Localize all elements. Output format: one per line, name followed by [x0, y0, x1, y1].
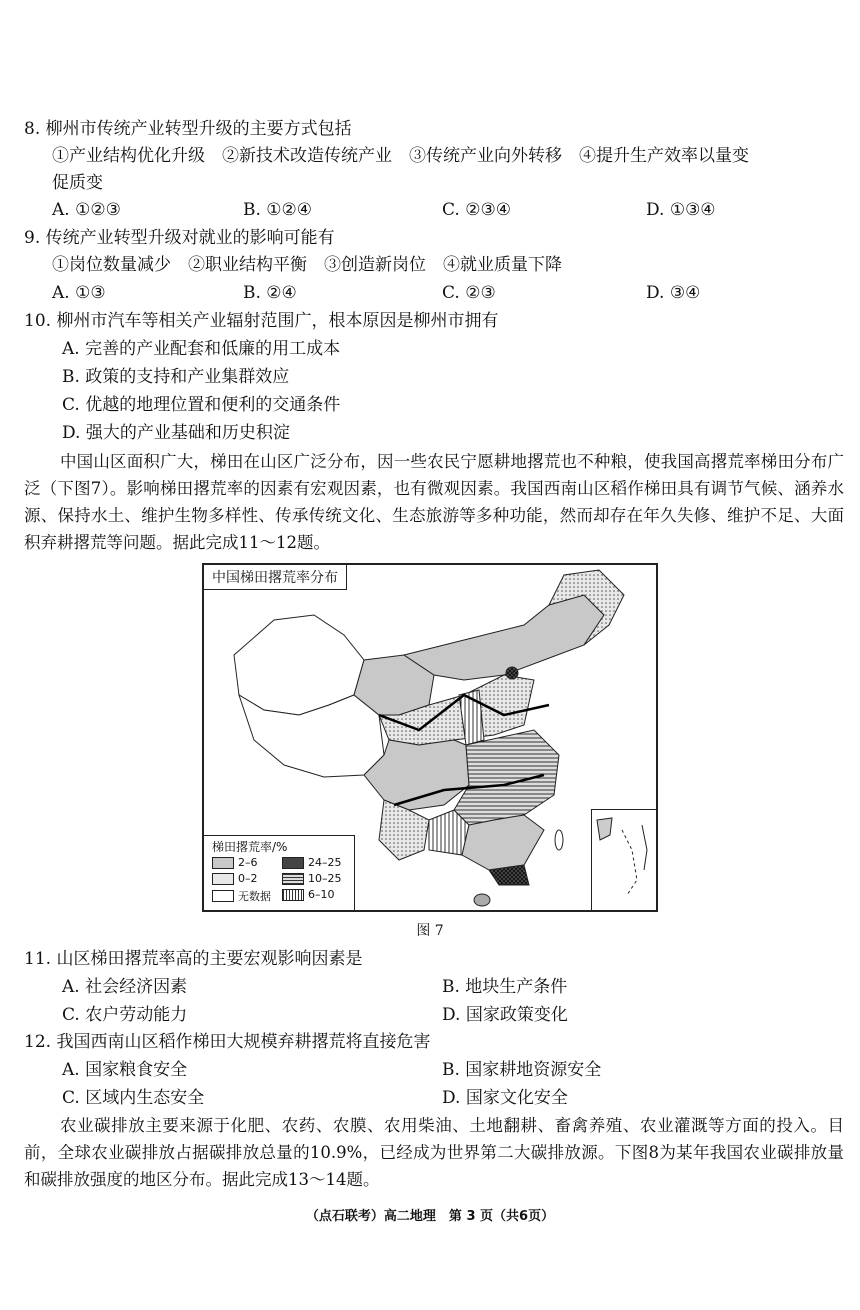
- legend-label: 10–25: [308, 872, 342, 885]
- q8-option-a: A. ①②③: [52, 200, 121, 220]
- legend-item-6-10: [282, 888, 335, 901]
- q8-option-c: C. ②③④: [442, 200, 511, 220]
- q8-items-cont: 促质变: [52, 173, 103, 193]
- terrace-abandonment-map: [202, 563, 658, 912]
- q9-items: ①岗位数量减少 ②职业结构平衡 ③创造新岗位 ④就业质量下降: [52, 255, 562, 275]
- q9-option-b: B. ②④: [243, 283, 297, 303]
- legend-item-10-25: [282, 872, 342, 885]
- q8-option-b: B. ①②④: [243, 200, 313, 220]
- legend-item-0-2: [212, 872, 258, 885]
- legend-label: 2–6: [238, 856, 258, 869]
- q10-option-c: C. 优越的地理位置和便利的交通条件: [62, 395, 341, 415]
- q12-option-b: B. 国家耕地资源安全: [442, 1060, 602, 1080]
- q12-stem: 12. 我国西南山区稻作梯田大规模弃耕撂荒将直接危害: [24, 1032, 431, 1052]
- q10-option-b: B. 政策的支持和产业集群效应: [62, 367, 290, 387]
- south-china-sea-inset: [591, 809, 656, 910]
- figure-caption: 图 7: [416, 923, 444, 939]
- q12-option-d: D. 国家文化安全: [442, 1088, 568, 1108]
- q11-option-d: D. 国家政策变化: [442, 1005, 568, 1025]
- inset-graphic: [592, 810, 654, 908]
- legend-title: 梯田撂荒率/%: [212, 840, 288, 854]
- page-footer: （点石联考）高二地理 第 3 页（共6页）: [305, 1209, 555, 1224]
- q10-stem: 10. 柳州市汽车等相关产业辐射范围广，根本原因是柳州市拥有: [24, 311, 499, 331]
- passage-carbon: 农业碳排放主要来源于化肥、农药、农膜、农用柴油、土地翻耕、畜禽养殖、农业灌溉等方面的投入。目前，全球农业碳排放占据碳排放总量的10.9%，已经成为世界第二大碳排放源。下图8为某年我国农业碳排放量和碳排放强度的地区分布。据此完成13～14题。: [24, 1116, 844, 1189]
- legend-swatch: [282, 889, 304, 901]
- legend-swatch: [282, 857, 304, 869]
- q11-stem: 11. 山区梯田撂荒率高的主要宏观影响因素是: [24, 949, 363, 969]
- passage-terrace: 中国山区面积广大，梯田在山区广泛分布，因一些农民宁愿耕地撂荒也不种粮，使我国高撂荒率梯田分布广泛（下图7）。影响梯田撂荒率的因素有宏观因素，也有微观因素。我国西南山区稻作梯田具有调节气候、涵养水源、保持水土、维护生物多样性、传承传统文化、生态旅游等多种功能，然而却存在年久失修、维护不足、大面积弃耕撂荒等问题。据此完成11～12题。: [24, 452, 844, 552]
- map-legend: [204, 835, 355, 910]
- q12-option-c: C. 区域内生态安全: [62, 1088, 205, 1108]
- q11-option-c: C. 农户劳动能力: [62, 1005, 188, 1025]
- q11-option-b: B. 地块生产条件: [442, 977, 568, 997]
- q9-option-c: C. ②③: [442, 283, 496, 303]
- legend-item-2-6: [212, 856, 258, 869]
- legend-swatch: [282, 873, 304, 885]
- q8-option-d: D. ①③④: [646, 200, 716, 220]
- legend-label: 0–2: [238, 872, 258, 885]
- legend-swatch: [212, 890, 234, 902]
- map-title: 中国梯田撂荒率分布: [204, 565, 347, 590]
- q11-option-a: A. 社会经济因素: [62, 977, 188, 997]
- legend-label: 24–25: [308, 856, 342, 869]
- q8-stem: 8. 柳州市传统产业转型升级的主要方式包括: [24, 119, 352, 139]
- q9-stem: 9. 传统产业转型升级对就业的影响可能有: [24, 228, 335, 248]
- q9-option-d: D. ③④: [646, 283, 701, 303]
- q9-option-a: A. ①③: [52, 283, 106, 303]
- legend-label: 6–10: [308, 888, 335, 901]
- legend-item-nodata: [212, 888, 271, 904]
- legend-swatch: [212, 857, 234, 869]
- q10-option-d: D. 强大的产业基础和历史积淀: [62, 423, 290, 443]
- q8-items: ①产业结构优化升级 ②新技术改造传统产业 ③传统产业向外转移 ④提升生产效率以量变: [52, 146, 749, 166]
- q10-option-a: A. 完善的产业配套和低廉的用工成本: [62, 339, 341, 359]
- legend-label: 无数据: [238, 890, 271, 903]
- legend-swatch: [212, 873, 234, 885]
- legend-item-24-25: [282, 856, 342, 869]
- q12-option-a: A. 国家粮食安全: [62, 1060, 188, 1080]
